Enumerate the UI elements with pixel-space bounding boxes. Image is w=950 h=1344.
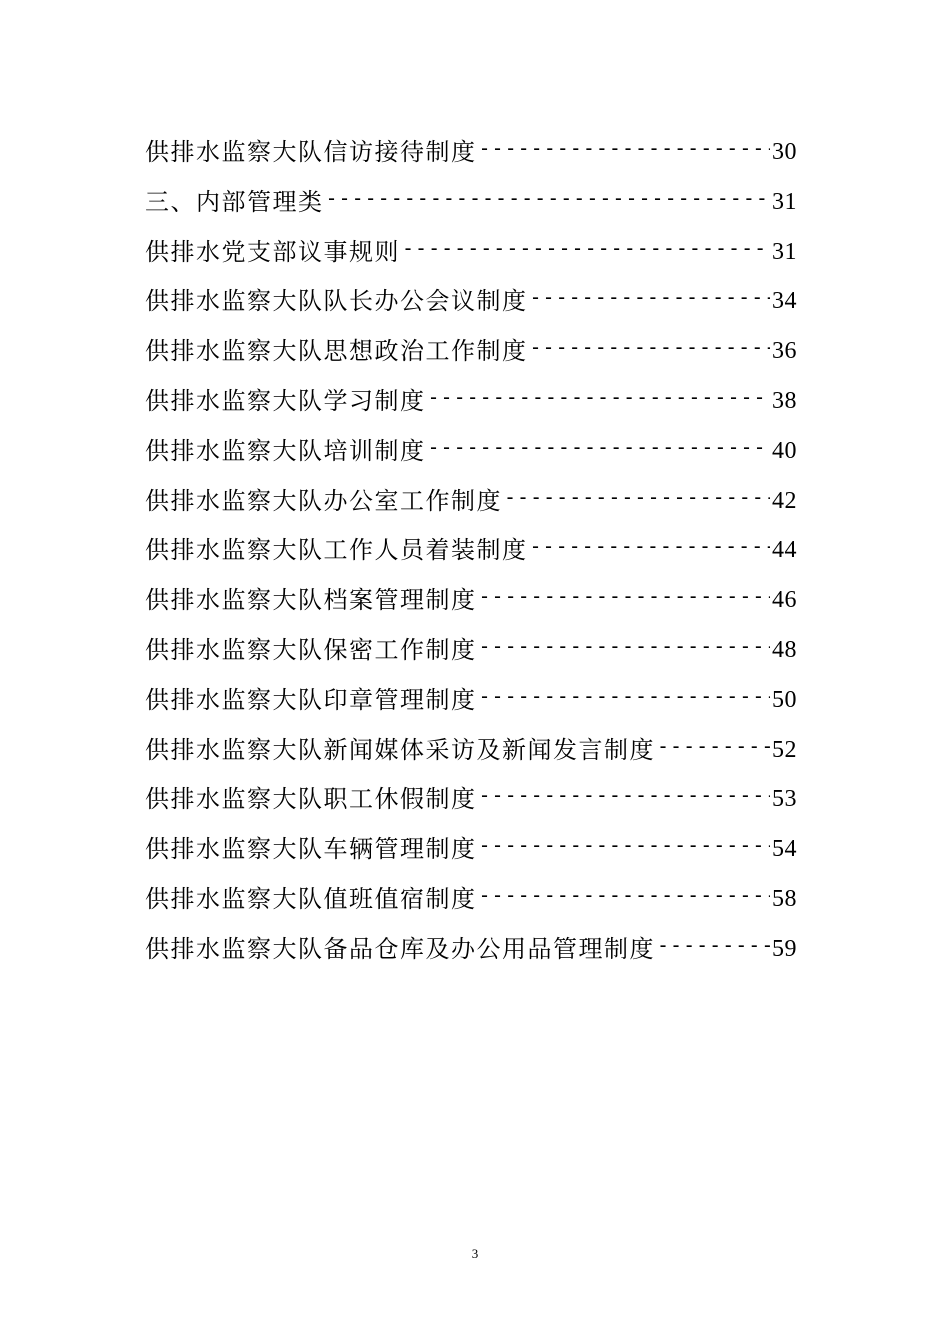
toc-dot-leader [479, 871, 771, 921]
toc-entry-page: 40 [772, 437, 797, 464]
toc-entry [145, 327, 797, 377]
toc-entry-title: 供排水监察大队信访接待制度 [145, 138, 477, 166]
toc-entry-title: 三、内部管理类 [145, 187, 324, 216]
toc-entry [145, 128, 797, 178]
toc-entry-page: 58 [772, 885, 797, 912]
toc-entry [145, 477, 797, 527]
toc-entry [145, 228, 797, 278]
toc-entry-title: 供排水监察大队印章管理制度 [145, 685, 477, 714]
toc-entry [145, 676, 797, 726]
toc-entry-page: 46 [772, 587, 797, 614]
toc-dot-leader [530, 323, 771, 373]
toc-entry-page: 53 [772, 786, 797, 813]
toc-entry [145, 875, 797, 925]
toc-entry-page: 48 [772, 636, 797, 663]
toc-entry-title: 供排水监察大队办公室工作制度 [145, 486, 502, 515]
toc-entry-page: 31 [772, 188, 797, 215]
toc-entry [145, 925, 797, 975]
toc-entry-title: 供排水监察大队工作人员着装制度 [145, 536, 528, 565]
toc-entry-page: 52 [772, 736, 797, 763]
toc-entry-title: 供排水监察大队学习制度 [145, 386, 426, 415]
toc-entry-page: 31 [772, 238, 797, 265]
toc-entry-title: 供排水党支部议事规则 [145, 237, 400, 266]
toc-entry-title: 供排水监察大队培训制度 [145, 436, 426, 465]
toc-entry [145, 626, 797, 676]
toc-dot-leader [479, 672, 771, 722]
toc-entry [145, 775, 797, 825]
toc-dot-leader [402, 224, 770, 274]
toc-dot-leader [504, 473, 770, 523]
toc-dot-leader [428, 373, 771, 423]
toc-dot-leader [479, 572, 771, 622]
toc-entry-title: 供排水监察大队队长办公会议制度 [145, 287, 528, 316]
toc-entry-title: 供排水监察大队新闻媒体采访及新闻发言制度 [145, 735, 655, 764]
toc-entry [145, 726, 797, 776]
toc-entry-page: 59 [772, 935, 797, 962]
table-of-contents [145, 128, 797, 975]
toc-entry-title: 供排水监察大队保密工作制度 [145, 635, 477, 664]
toc-entry [145, 576, 797, 626]
toc-entry [145, 427, 797, 477]
toc-entry [145, 377, 797, 427]
toc-section-heading [145, 178, 797, 228]
toc-entry-page: 38 [772, 387, 797, 414]
toc-entry [145, 526, 797, 576]
toc-dot-leader [530, 273, 771, 323]
toc-entry-title: 供排水监察大队档案管理制度 [145, 586, 477, 615]
toc-entry-page: 36 [772, 338, 797, 365]
toc-dot-leader [657, 722, 770, 772]
toc-entry-page: 44 [772, 537, 797, 564]
toc-dot-leader [530, 522, 771, 572]
toc-dot-leader [326, 174, 771, 224]
toc-dot-leader [428, 423, 771, 473]
toc-entry [145, 825, 797, 875]
toc-entry-page: 34 [772, 288, 797, 315]
toc-dot-leader [657, 921, 770, 971]
toc-entry-page: 50 [772, 686, 797, 713]
toc-dot-leader [479, 821, 771, 871]
page-number: 3 [471, 1246, 479, 1261]
toc-dot-leader [479, 622, 771, 672]
toc-entry-title: 供排水监察大队职工休假制度 [145, 785, 477, 814]
toc-entry-title: 供排水监察大队思想政治工作制度 [145, 337, 528, 366]
toc-entry-title: 供排水监察大队车辆管理制度 [145, 835, 477, 864]
toc-dot-leader [479, 124, 771, 174]
toc-entry-page: 42 [772, 487, 797, 514]
toc-entry-page: 30 [772, 139, 797, 165]
toc-dot-leader [479, 771, 771, 821]
toc-entry-page: 54 [772, 836, 797, 863]
toc-entry-title: 供排水监察大队值班值宿制度 [145, 884, 477, 913]
toc-entry [145, 277, 797, 327]
toc-entry-title: 供排水监察大队备品仓库及办公用品管理制度 [145, 934, 655, 963]
